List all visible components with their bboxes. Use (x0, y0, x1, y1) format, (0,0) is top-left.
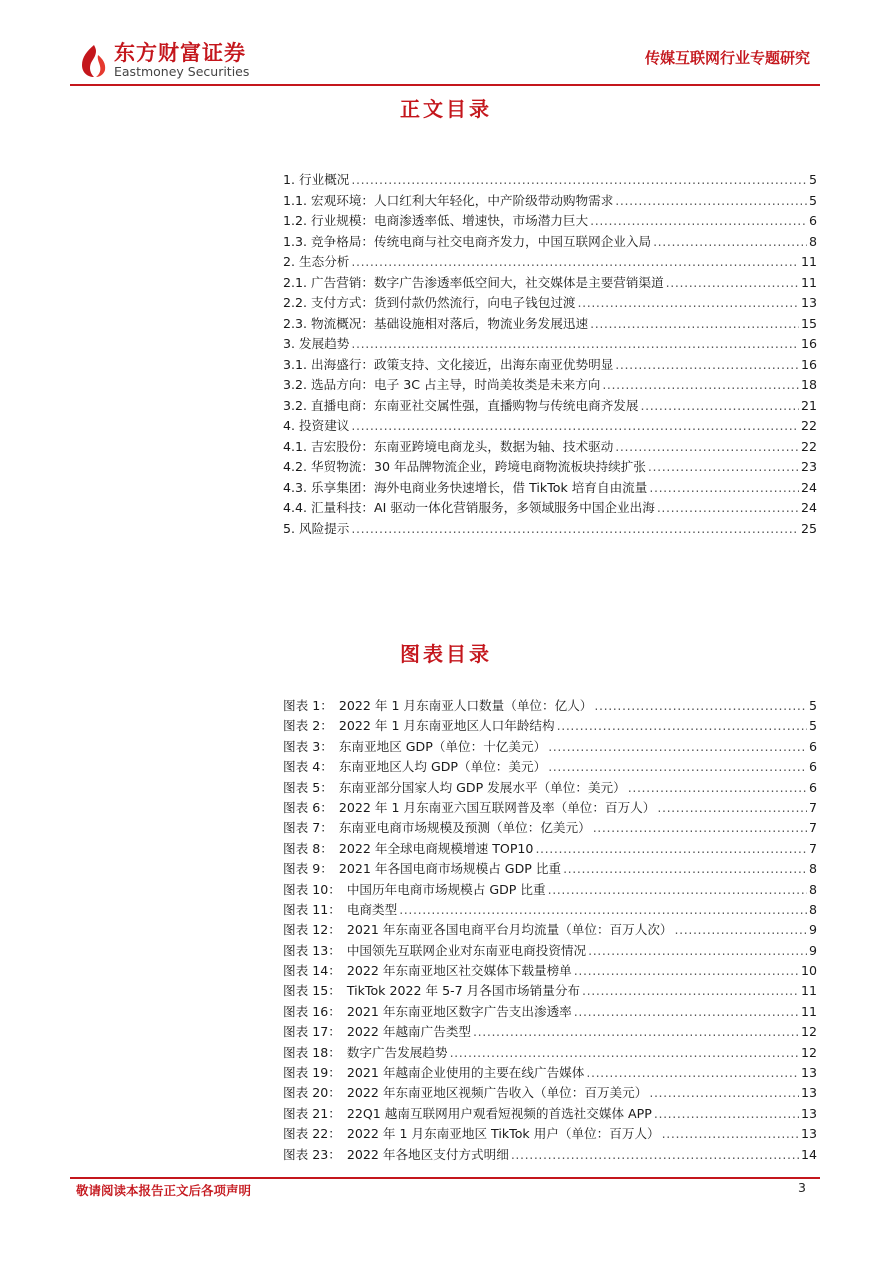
leader-dots (578, 293, 799, 314)
figure-entry-label: 图表 1： (283, 697, 333, 713)
toc-entry-page: 6 (808, 213, 817, 228)
leader-dots (588, 941, 807, 961)
leader-dots (582, 981, 799, 1001)
figure-entry-page: 11 (800, 983, 817, 999)
figure-entry-title: 2022 年东南亚地区视频广告收入（单位：百万美元） (346, 1085, 648, 1101)
toc-entry-page: 13 (800, 295, 817, 310)
toc-entry-title: 2.2. 支付方式：货到付款仍然流行，向电子钱包过渡 (283, 295, 576, 310)
figure-entry-page: 9 (808, 922, 817, 938)
figure-entry-title: 2022 年各地区支付方式明细 (346, 1146, 509, 1162)
figure-entry-page: 8 (808, 861, 817, 877)
toc-entry-title: 4.2. 华贸物流：30 年品牌物流企业，跨境电商物流板块持续扩张 (283, 459, 646, 474)
toc-entry[interactable] (283, 273, 817, 294)
toc-entry[interactable] (283, 314, 817, 335)
figure-entry-label: 图表 8： (283, 840, 333, 856)
figure-entry-label: 图表 16： (283, 1003, 341, 1019)
figure-entry-title: 2022 年 1 月东南亚地区人口年龄结构 (338, 718, 555, 734)
figure-entry-title: 中国领先互联网企业对东南亚电商投资情况 (346, 942, 587, 958)
figure-entry-page: 8 (808, 901, 817, 917)
figure-entry-label: 图表 20： (283, 1085, 341, 1101)
figure-entry-label: 图表 21： (283, 1105, 341, 1121)
figure-entry-label: 图表 7： (283, 820, 333, 836)
figure-entry[interactable] (283, 798, 817, 818)
figure-entry-page: 12 (800, 1024, 817, 1040)
figure-entry[interactable] (283, 920, 817, 940)
table-of-contents (283, 170, 817, 539)
figure-entry-label: 图表 23： (283, 1146, 341, 1162)
header-divider (70, 84, 820, 86)
figure-entry-page: 5 (808, 718, 817, 734)
toc-entry-page: 22 (800, 438, 817, 454)
figure-entry-page: 11 (800, 1003, 817, 1019)
figure-entry-page: 13 (800, 1065, 817, 1081)
figure-entry-label: 图表 2： (283, 718, 333, 734)
figure-entry-title: 2022 年 1 月东南亚地区 TikTok 用户（单位：百万人） (346, 1126, 660, 1142)
figure-entry[interactable] (283, 1104, 817, 1124)
leader-dots (666, 273, 799, 294)
leader-dots (649, 478, 799, 499)
figure-entry-label: 图表 19： (283, 1065, 341, 1081)
leader-dots (351, 170, 807, 191)
page-number: 3 (798, 1180, 806, 1195)
company-logo (78, 42, 249, 79)
figure-entry-title: 2022 年 1 月东南亚六国互联网普及率（单位：百万人） (338, 799, 656, 815)
figure-entry-title: 2022 年 1 月东南亚人口数量（单位：亿人） (338, 697, 593, 713)
figure-entry-page: 6 (808, 779, 817, 795)
figure-entry-title: 东南亚地区人均 GDP（单位：美元） (338, 759, 547, 775)
leader-dots (657, 798, 807, 818)
toc-entry[interactable] (283, 457, 817, 478)
figure-entry-page: 8 (808, 881, 817, 897)
figure-entry[interactable] (283, 1063, 817, 1083)
figure-entry-title: 数字广告发展趋势 (346, 1044, 448, 1060)
leader-dots (594, 696, 807, 716)
figure-entry-label: 图表 18： (283, 1044, 341, 1060)
lof-title: 图表目录 (400, 642, 492, 666)
figure-entry-label: 图表 5： (283, 779, 333, 795)
figure-entry[interactable] (283, 778, 817, 798)
leader-dots (351, 334, 799, 355)
toc-entry-page: 16 (800, 356, 817, 372)
leader-dots (450, 1043, 799, 1063)
report-type: 传媒互联网行业专题研究 (644, 49, 810, 67)
figure-entry-label: 图表 3： (283, 738, 333, 754)
logo-english-name: Eastmoney Securities (114, 64, 250, 79)
toc-entry[interactable] (283, 478, 817, 499)
toc-entry[interactable] (283, 519, 817, 540)
figure-entry[interactable] (283, 737, 817, 757)
figure-entry-title: 2021 年东南亚各国电商平台月均流量（单位：百万人次） (346, 922, 673, 938)
figure-entry-label: 图表 13： (283, 942, 341, 958)
toc-entry-page: 16 (800, 336, 817, 351)
list-of-figures (283, 696, 817, 1165)
toc-entry[interactable] (283, 396, 817, 417)
leader-dots (563, 859, 807, 879)
figure-entry[interactable] (283, 1043, 817, 1063)
figure-entry-title: 东南亚地区 GDP（单位：十亿美元） (338, 738, 547, 754)
figure-entry-title: 2022 年全球电商规模增速 TOP10 (338, 840, 534, 856)
figure-entry-page: 13 (800, 1126, 817, 1142)
figure-entry-title: 2022 年东南亚地区社交媒体下载量榜单 (346, 963, 572, 979)
leader-dots (662, 1124, 799, 1144)
figure-entry-label: 图表 6： (283, 799, 333, 815)
toc-entry-title: 4.1. 吉宏股份：东南亚跨境电商龙头，数据为轴、技术驱动 (283, 438, 614, 454)
leader-dots (586, 1063, 799, 1083)
figure-entry[interactable] (283, 1124, 817, 1144)
figure-entry-page: 14 (800, 1146, 817, 1162)
figure-entry-title: 2021 年越南企业使用的主要在线广告媒体 (346, 1065, 585, 1081)
leader-dots (548, 880, 807, 900)
leader-dots (590, 314, 799, 335)
figure-entry-label: 图表 12： (283, 922, 341, 938)
toc-entry-page: 5 (808, 172, 817, 187)
toc-entry[interactable] (283, 498, 817, 519)
leader-dots (648, 457, 799, 478)
toc-entry-title: 3.2. 选品方向：电子 3C 占主导，时尚美妆类是未来方向 (283, 377, 601, 392)
leader-dots (351, 252, 799, 273)
figure-entry[interactable] (283, 961, 817, 981)
figure-entry[interactable] (283, 941, 817, 961)
toc-entry-page: 21 (800, 397, 817, 413)
leader-dots (615, 355, 799, 376)
figure-entry[interactable] (283, 1002, 817, 1022)
toc-entry-title: 2.3. 物流概况：基础设施相对落后，物流业务发展迅速 (283, 315, 589, 331)
figure-entry[interactable] (283, 716, 817, 736)
toc-entry[interactable] (283, 232, 817, 253)
leader-dots (649, 1083, 799, 1103)
figure-entry[interactable] (283, 696, 817, 716)
figure-entry[interactable] (283, 818, 817, 838)
toc-entry-page: 18 (800, 377, 817, 392)
figure-entry[interactable] (283, 1083, 817, 1103)
leader-dots (473, 1022, 799, 1042)
figure-entry[interactable] (283, 1022, 817, 1042)
leader-dots (557, 716, 807, 736)
leader-dots (615, 191, 807, 212)
figure-entry-page: 10 (800, 963, 817, 979)
toc-entry[interactable] (283, 211, 817, 232)
eastmoney-logo-icon (78, 43, 110, 79)
figure-entry-page: 7 (808, 820, 817, 836)
logo-chinese-name: 东方财富证券 (114, 41, 246, 65)
toc-entry[interactable] (283, 416, 817, 437)
disclaimer-notice: 敬请阅读本报告正文后各项声明 (76, 1183, 252, 1198)
figure-entry-page: 13 (800, 1085, 817, 1101)
figure-entry-title: 2022 年越南广告类型 (346, 1024, 472, 1040)
figure-entry[interactable] (283, 900, 817, 920)
leader-dots (602, 375, 799, 396)
figure-entry[interactable] (283, 839, 817, 859)
toc-entry-page: 5 (808, 192, 817, 208)
figure-entry-label: 图表 10： (283, 881, 341, 897)
toc-entry-page: 11 (800, 274, 817, 290)
leader-dots (675, 920, 807, 940)
leader-dots (535, 839, 807, 859)
leader-dots (653, 232, 807, 253)
leader-dots (593, 818, 807, 838)
figure-entry[interactable] (283, 1145, 817, 1165)
toc-entry[interactable] (283, 355, 817, 376)
toc-entry-title: 1.2. 行业规模：电商渗透率低、增速快，市场潜力巨大 (283, 213, 589, 228)
figure-entry-page: 12 (800, 1044, 817, 1060)
leader-dots (615, 437, 799, 458)
figure-entry[interactable] (283, 880, 817, 900)
figure-entry-page: 7 (808, 799, 817, 815)
leader-dots (399, 900, 807, 920)
toc-entry-title: 3.1. 出海盛行：政策支持、文化接近，出海东南亚优势明显 (283, 356, 614, 372)
leader-dots (590, 211, 807, 232)
leader-dots (548, 737, 807, 757)
figure-entry-title: 2021 年东南亚地区数字广告支出渗透率 (346, 1003, 572, 1019)
leader-dots (640, 396, 798, 417)
toc-entry-title: 5. 风险提示 (283, 520, 350, 536)
figure-entry-title: 东南亚电商市场规模及预测（单位：亿美元） (338, 820, 591, 836)
toc-entry-title: 4. 投资建议 (283, 418, 350, 433)
toc-entry-page: 8 (808, 233, 817, 249)
toc-entry-title: 1. 行业概况 (283, 172, 350, 187)
toc-title: 正文目录 (400, 97, 492, 121)
leader-dots (654, 1104, 799, 1124)
figure-entry-page: 5 (808, 697, 817, 713)
toc-entry[interactable] (283, 334, 817, 355)
figure-entry-page: 13 (800, 1105, 817, 1121)
toc-entry[interactable] (283, 293, 817, 314)
figure-entry-page: 7 (808, 840, 817, 856)
figure-entry-page: 6 (808, 738, 817, 754)
toc-entry[interactable] (283, 437, 817, 458)
toc-entry-page: 24 (800, 500, 817, 515)
toc-entry-page: 22 (800, 418, 817, 433)
toc-entry-title: 2. 生态分析 (283, 254, 350, 269)
figure-entry-title: 22Q1 越南互联网用户观看短视频的首选社交媒体 APP (346, 1105, 652, 1121)
toc-entry-title: 1.3. 竞争格局：传统电商与社交电商齐发力，中国互联网企业入局 (283, 233, 652, 249)
toc-entry-title: 3. 发展趋势 (283, 336, 350, 351)
figure-entry-title: 2021 年各国电商市场规模占 GDP 比重 (338, 861, 562, 877)
figure-entry-label: 图表 17： (283, 1024, 341, 1040)
leader-dots (574, 961, 799, 981)
toc-entry[interactable] (283, 375, 817, 396)
leader-dots (351, 519, 799, 540)
figure-entry[interactable] (283, 859, 817, 879)
figure-entry-label: 图表 4： (283, 759, 333, 775)
toc-entry-page: 23 (800, 459, 817, 474)
leader-dots (351, 416, 799, 437)
toc-entry-page: 11 (800, 254, 817, 269)
footer-divider (70, 1177, 820, 1179)
figure-entry-label: 图表 22： (283, 1126, 341, 1142)
figure-entry-page: 9 (808, 942, 817, 958)
figure-entry[interactable] (283, 981, 817, 1001)
figure-entry-label: 图表 15： (283, 983, 341, 999)
figure-entry-title: 东南亚部分国家人均 GDP 发展水平（单位：美元） (338, 779, 626, 795)
toc-entry-title: 2.1. 广告营销：数字广告渗透率低空间大，社交媒体是主要营销渠道 (283, 274, 664, 290)
toc-entry-page: 15 (800, 315, 817, 331)
figure-entry[interactable] (283, 757, 817, 777)
figure-entry-label: 图表 14： (283, 963, 341, 979)
toc-entry-page: 25 (800, 520, 817, 536)
figure-entry-title: 电商类型 (346, 901, 398, 917)
toc-entry-title: 1.1. 宏观环境：人口红利大年轻化，中产阶级带动购物需求 (283, 192, 614, 208)
leader-dots (511, 1145, 799, 1165)
figure-entry-page: 6 (808, 759, 817, 775)
figure-entry-title: 中国历年电商市场规模占 GDP 比重 (346, 881, 546, 897)
toc-entry[interactable] (283, 191, 817, 212)
leader-dots (574, 1002, 799, 1022)
toc-entry[interactable] (283, 170, 817, 191)
toc-entry-title: 4.4. 汇量科技：AI 驱动一体化营销服务，多领域服务中国企业出海 (283, 500, 655, 515)
toc-entry-title: 3.2. 直播电商：东南亚社交属性强，直播购物与传统电商齐发展 (283, 397, 639, 413)
toc-entry-title: 4.3. 乐享集团：海外电商业务快速增长，借 TikTok 培育自由流量 (283, 479, 648, 495)
figure-entry-label: 图表 9： (283, 861, 333, 877)
figure-entry-label: 图表 11： (283, 901, 341, 917)
leader-dots (628, 778, 807, 798)
leader-dots (657, 498, 799, 519)
toc-entry-page: 24 (800, 479, 817, 495)
figure-entry-title: TikTok 2022 年 5-7 月各国市场销量分布 (346, 983, 581, 999)
toc-entry[interactable] (283, 252, 817, 273)
leader-dots (548, 757, 807, 777)
